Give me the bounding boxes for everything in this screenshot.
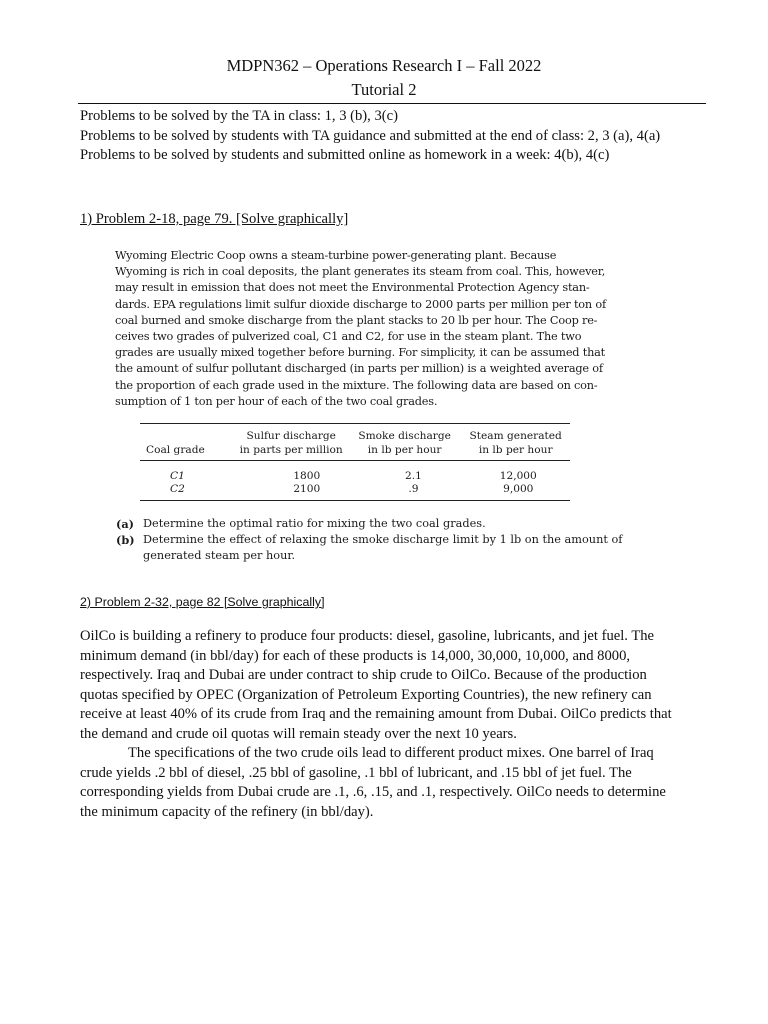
problem-1-text (115, 248, 605, 410)
table-header-sulfur: Sulfur discharge in parts per million (239, 430, 343, 456)
part-text: generated steam per hour. (143, 549, 296, 563)
problem-1-parts (116, 516, 623, 565)
part-text: Determine the optimal ratio for mixing the two coal grades. (143, 517, 486, 530)
document-subtitle: Tutorial 2 (351, 80, 417, 99)
assignment-line-homework: Problems to be solved by students and submitted online as homework in a week: 4(b), 4(c) (80, 147, 610, 163)
problem-2-text-line: quotas specified by OPEC (Organization of Petroleum Exporting Countries), the new refinery can (80, 686, 652, 703)
table-cell: C2 (170, 483, 185, 495)
problem-1-text-line: dards. EPA regulations limit sulfur dioxide discharge to 2000 parts per million per ton of (115, 297, 606, 311)
problem-2-text-line: the minimum capacity of the refinery (in bbl/day). (80, 803, 374, 820)
problem-1-text-line: sumption of 1 ton per hour of each of the two coal grades. (115, 394, 438, 408)
table-cell: 2.1 (405, 470, 422, 482)
problem-2-text-line: crude yields .2 bbl of diesel, .25 bbl of gasoline, .1 bbl of lubricant, and .15 bbl of jet fuel. The (80, 764, 632, 781)
assignment-line-ta: Problems to be solved by the TA in class: 1, 3 (b), 3(c) (80, 108, 398, 124)
problem-1-text-line: coal burned and smoke discharge from the plant stacks to 20 lb per hour. The Coop re- (115, 313, 598, 327)
header-rule (78, 103, 706, 104)
document-title: MDPN362 – Operations Research I – Fall 2022 (226, 56, 542, 75)
problem-1-heading: 1) Problem 2-18, page 79. [Solve graphically] (80, 211, 349, 227)
part-text: Determine the effect of relaxing the smoke discharge limit by 1 lb on the amount of (143, 533, 623, 547)
problem-1-text-line: grades are usually mixed together before burning. For simplicity, it can be assumed that (115, 346, 606, 360)
problem-2-text (80, 627, 720, 822)
table-mid-rule (140, 460, 570, 461)
part-label: (a) (116, 517, 135, 531)
table-row (140, 470, 570, 483)
part-label: (b) (116, 533, 135, 548)
table-cell: 2100 (293, 483, 321, 495)
problem-2-text-line: corresponding yields from Dubai crude are .1, .6, .15, and .1, respectively. OilCo needs to determine (80, 784, 666, 800)
table-row (140, 483, 570, 496)
table-cell: C1 (170, 470, 185, 482)
problem-2-text-line: The specifications of the two crude oils lead to different product mixes. One barrel of Iraq (128, 745, 654, 761)
assignment-line-guided: Problems to be solved by students with TA guidance and submitted at the end of class: 2, 3 (a), 4(a) (80, 127, 661, 144)
problem-2-heading: 2) Problem 2-32, page 82 [Solve graphically] (80, 595, 325, 609)
problem-1-text-line: the proportion of each grade used in the mixture. The following data are based on con- (115, 378, 598, 392)
coal-data-table (140, 423, 570, 501)
problem-1-text-line: Wyoming Electric Coop owns a steam-turbine power-generating plant. Because (115, 249, 557, 262)
table-cell: .9 (408, 483, 419, 495)
problem-2-text-line: minimum demand (in bbl/day) for each of these products is 14,000, 30,000, 10,000, and 8000, (80, 647, 631, 664)
problem-1-text-line: the amount of sulfur pollutant discharged (in parts per million) is a weighted average of (115, 362, 603, 376)
table-header-smoke: Smoke discharge in lb per hour (358, 430, 451, 456)
assignment-list (80, 107, 740, 166)
table-header-coal-grade: Coal grade (146, 444, 205, 456)
problem-1-part-b (116, 532, 623, 564)
problem-1-text-line: ceives two grades of pulverized coal, C1 and C2, for use in the steam plant. The two (115, 330, 582, 344)
table-cell: 1800 (293, 470, 321, 482)
table-bottom-rule (140, 500, 570, 501)
problem-2-text-line: respectively. Iraq and Dubai are under contract to ship crude to OilCo. Because of the production (80, 667, 647, 683)
problem-2-text-line: OilCo is building a refinery to produce four products: diesel, gasoline, lubricants, and jet fuel. The (80, 628, 655, 644)
problem-1-text-line: may result in emission that does not meet the Environmental Protection Agency stan- (115, 281, 590, 295)
problem-1-text-line: Wyoming is rich in coal deposits, the plant generates its steam from coal. This, however, (115, 265, 606, 279)
problem-2-text-line: the demand and crude oil quotas will remain steady over the next 10 years. (80, 725, 517, 742)
problem-2-text-line: receive at least 40% of its crude from Iraq and the remaining amount from Dubai. OilCo predicts that (80, 706, 672, 722)
problem-1-part-a (116, 516, 616, 532)
table-cell: 12,000 (499, 470, 537, 482)
table-header-steam: Steam generated in lb per hour (469, 430, 562, 456)
table-cell: 9,000 (503, 483, 534, 495)
